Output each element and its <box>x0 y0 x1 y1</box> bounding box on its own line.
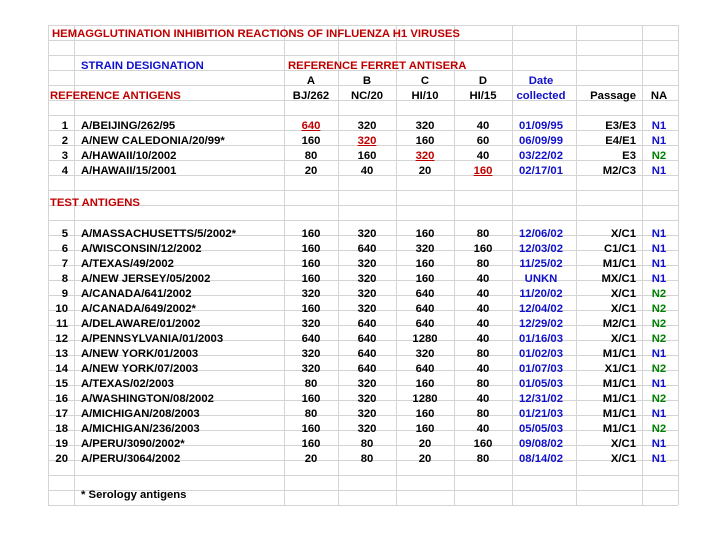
na-heading: NA <box>650 90 668 102</box>
titer-d: 160 <box>473 165 493 177</box>
na-type: N1 <box>651 408 667 420</box>
passage: C1/C1 <box>603 243 636 255</box>
titer-c: 160 <box>415 378 435 390</box>
test-antigens-heading: TEST ANTIGENS <box>50 197 140 209</box>
titer-b: 320 <box>357 408 377 420</box>
titer-d: 60 <box>476 135 490 147</box>
titer-a: 320 <box>301 348 321 360</box>
titer-a: 640 <box>301 333 321 345</box>
titer-b: 80 <box>360 453 374 465</box>
titer-c: 320 <box>415 243 435 255</box>
date-collected: 01/09/95 <box>519 120 563 132</box>
date-collected: 12/31/02 <box>519 393 563 405</box>
titer-d: 160 <box>473 243 493 255</box>
passage: X/C1 <box>610 453 636 465</box>
grid-row-line <box>48 25 678 26</box>
col-letter-b: B <box>362 75 372 87</box>
row-number: 6 <box>61 243 68 255</box>
titer-b: 320 <box>357 378 377 390</box>
na-type: N1 <box>651 243 667 255</box>
reference-antigens-heading: REFERENCE ANTIGENS <box>50 90 181 102</box>
titer-a: 20 <box>304 453 318 465</box>
passage: E3/E3 <box>605 120 636 132</box>
strain-name: A/PENNSYLVANIA/01/2003 <box>81 333 224 345</box>
date-collected: UNKN <box>524 273 558 285</box>
titer-a: 320 <box>301 363 321 375</box>
date-heading-line1: Date <box>528 75 554 87</box>
na-type: N1 <box>651 378 667 390</box>
row-number: 3 <box>61 150 68 162</box>
strain-name: A/HAWAII/10/2002 <box>81 150 177 162</box>
titer-a: 80 <box>304 150 318 162</box>
titer-d: 40 <box>476 120 490 132</box>
titer-b: 640 <box>357 348 377 360</box>
titer-b: 320 <box>357 303 377 315</box>
col-letter-c: C <box>420 75 430 87</box>
titer-c: 160 <box>415 258 435 270</box>
date-collected: 02/17/01 <box>519 165 563 177</box>
passage: X/C1 <box>610 333 636 345</box>
titer-d: 160 <box>473 438 493 450</box>
titer-c: 160 <box>415 273 435 285</box>
titer-b: 320 <box>357 228 377 240</box>
reference-ferret-antisera-heading: REFERENCE FERRET ANTISERA <box>288 60 467 72</box>
date-collected: 05/05/03 <box>519 423 563 435</box>
strain-name: A/HAWAII/15/2001 <box>81 165 177 177</box>
date-collected: 01/21/03 <box>519 408 563 420</box>
spreadsheet <box>48 25 678 505</box>
row-number: 2 <box>61 135 68 147</box>
na-type: N1 <box>651 120 667 132</box>
titer-b: 640 <box>357 318 377 330</box>
strain-name: A/PERU/3090/2002* <box>81 438 185 450</box>
titer-a: 160 <box>301 303 321 315</box>
titer-c: 160 <box>415 423 435 435</box>
strain-designation-heading: STRAIN DESIGNATION <box>81 60 204 72</box>
titer-b: 640 <box>357 333 377 345</box>
strain-name: A/DELAWARE/01/2002 <box>81 318 201 330</box>
titer-c: 320 <box>415 348 435 360</box>
titer-b: 320 <box>357 258 377 270</box>
date-collected: 12/04/02 <box>519 303 563 315</box>
na-type: N1 <box>651 228 667 240</box>
date-collected: 03/22/02 <box>519 150 563 162</box>
passage: M1/C1 <box>602 408 636 420</box>
row-number: 15 <box>55 378 68 390</box>
titer-c: 640 <box>415 363 435 375</box>
titer-c: 640 <box>415 303 435 315</box>
row-number: 18 <box>55 423 68 435</box>
titer-a: 160 <box>301 423 321 435</box>
strain-name: A/TEXAS/49/2002 <box>81 258 174 270</box>
titer-c: 20 <box>418 438 432 450</box>
grid-row-line <box>48 205 678 206</box>
row-number: 20 <box>55 453 68 465</box>
date-collected: 01/02/03 <box>519 348 563 360</box>
titer-d: 40 <box>476 303 490 315</box>
row-number: 7 <box>61 258 68 270</box>
titer-a: 160 <box>301 438 321 450</box>
date-collected: 06/09/99 <box>519 135 563 147</box>
titer-c: 160 <box>415 135 435 147</box>
titer-a: 320 <box>301 318 321 330</box>
titer-c: 160 <box>415 408 435 420</box>
row-number: 5 <box>61 228 68 240</box>
titer-b: 40 <box>360 165 374 177</box>
titer-a: 80 <box>304 408 318 420</box>
titer-d: 80 <box>476 258 490 270</box>
date-collected: 11/20/02 <box>519 288 563 300</box>
strain-name: A/NEW JERSEY/05/2002 <box>81 273 211 285</box>
passage-heading: Passage <box>590 90 636 102</box>
row-number: 1 <box>61 120 68 132</box>
strain-name: A/BEIJING/262/95 <box>81 120 176 132</box>
row-number: 13 <box>55 348 68 360</box>
row-number: 4 <box>61 165 68 177</box>
titer-b: 160 <box>357 150 377 162</box>
date-collected: 09/08/02 <box>519 438 563 450</box>
titer-a: 160 <box>301 243 321 255</box>
grid-row-line <box>48 55 678 56</box>
titer-c: 640 <box>415 288 435 300</box>
titer-d: 80 <box>476 378 490 390</box>
passage: X/C1 <box>610 303 636 315</box>
na-type: N2 <box>651 333 667 345</box>
passage: E3 <box>622 150 636 162</box>
na-type: N2 <box>651 303 667 315</box>
titer-d: 80 <box>476 348 490 360</box>
col-letter-d: D <box>478 75 488 87</box>
titer-c: 1280 <box>412 393 438 405</box>
date-collected: 12/06/02 <box>519 228 563 240</box>
grid-column-line <box>678 25 679 505</box>
passage: X/C1 <box>610 288 636 300</box>
titer-a: 160 <box>301 393 321 405</box>
date-collected: 12/03/02 <box>519 243 563 255</box>
grid-row-line <box>48 505 678 506</box>
titer-d: 80 <box>476 453 490 465</box>
titer-a: 160 <box>301 228 321 240</box>
strain-name: A/MICHIGAN/236/2003 <box>81 423 200 435</box>
titer-a: 320 <box>301 288 321 300</box>
na-type: N1 <box>651 273 667 285</box>
titer-a: 80 <box>304 378 318 390</box>
na-type: N2 <box>651 318 667 330</box>
titer-b: 320 <box>357 393 377 405</box>
titer-b: 320 <box>357 135 377 147</box>
na-type: N2 <box>651 288 667 300</box>
date-collected: 08/14/02 <box>519 453 563 465</box>
na-type: N1 <box>651 348 667 360</box>
titer-a: 160 <box>301 135 321 147</box>
col-strain-a: BJ/262 <box>292 90 330 102</box>
titer-d: 40 <box>476 288 490 300</box>
page-title: HEMAGGLUTINATION INHIBITION REACTIONS OF INFLUENZA H1 VIRUSES <box>52 28 460 40</box>
row-number: 10 <box>55 303 68 315</box>
na-type: N1 <box>651 135 667 147</box>
strain-name: A/WASHINGTON/08/2002 <box>81 393 214 405</box>
passage: M1/C1 <box>602 378 636 390</box>
titer-c: 20 <box>418 453 432 465</box>
strain-name: A/CANADA/649/2002* <box>81 303 196 315</box>
grid-row-line <box>48 115 678 116</box>
strain-name: A/NEW YORK/07/2003 <box>81 363 199 375</box>
strain-name: A/MASSACHUSETTS/5/2002* <box>81 228 237 240</box>
strain-name: A/WISCONSIN/12/2002 <box>81 243 202 255</box>
na-type: N1 <box>651 453 667 465</box>
titer-c: 320 <box>415 150 435 162</box>
date-collected: 01/07/03 <box>519 363 563 375</box>
passage: M1/C1 <box>602 258 636 270</box>
na-type: N2 <box>651 393 667 405</box>
titer-d: 40 <box>476 423 490 435</box>
na-type: N2 <box>651 150 667 162</box>
titer-b: 320 <box>357 120 377 132</box>
date-collected: 11/25/02 <box>519 258 563 270</box>
passage: M1/C1 <box>602 348 636 360</box>
titer-d: 80 <box>476 228 490 240</box>
titer-c: 160 <box>415 228 435 240</box>
titer-d: 40 <box>476 150 490 162</box>
passage: M2/C1 <box>602 318 636 330</box>
date-heading-line2: collected <box>516 90 566 102</box>
date-collected: 12/29/02 <box>519 318 563 330</box>
date-collected: 01/05/03 <box>519 378 563 390</box>
passage: M2/C3 <box>602 165 636 177</box>
titer-b: 320 <box>357 273 377 285</box>
strain-name: A/TEXAS/02/2003 <box>81 378 174 390</box>
grid-row-line <box>48 220 678 221</box>
na-type: N1 <box>651 438 667 450</box>
passage: M1/C1 <box>602 423 636 435</box>
titer-b: 320 <box>357 288 377 300</box>
titer-c: 640 <box>415 318 435 330</box>
titer-d: 80 <box>476 408 490 420</box>
row-number: 8 <box>61 273 68 285</box>
passage: X/C1 <box>610 228 636 240</box>
strain-name: A/NEW YORK/01/2003 <box>81 348 199 360</box>
titer-c: 20 <box>418 165 432 177</box>
grid-row-line <box>48 190 678 191</box>
col-strain-b: NC/20 <box>350 90 384 102</box>
titer-d: 40 <box>476 333 490 345</box>
footnote: * Serology antigens <box>81 489 187 501</box>
titer-a: 20 <box>304 165 318 177</box>
passage: E4/E1 <box>605 135 636 147</box>
strain-name: A/CANADA/641/2002 <box>81 288 192 300</box>
col-strain-d: HI/15 <box>469 90 497 102</box>
passage: X1/C1 <box>604 363 636 375</box>
row-number: 9 <box>61 288 68 300</box>
titer-b: 80 <box>360 438 374 450</box>
passage: MX/C1 <box>601 273 636 285</box>
titer-b: 640 <box>357 363 377 375</box>
strain-name: A/NEW CALEDONIA/20/99* <box>81 135 225 147</box>
titer-a: 640 <box>301 120 321 132</box>
date-collected: 01/16/03 <box>519 333 563 345</box>
row-number: 17 <box>55 408 68 420</box>
strain-name: A/PERU/3064/2002 <box>81 453 181 465</box>
titer-b: 640 <box>357 243 377 255</box>
na-type: N2 <box>651 423 667 435</box>
strain-name: A/MICHIGAN/208/2003 <box>81 408 200 420</box>
row-number: 12 <box>55 333 68 345</box>
na-type: N2 <box>651 363 667 375</box>
row-number: 16 <box>55 393 68 405</box>
grid-row-line <box>48 475 678 476</box>
passage: M1/C1 <box>602 393 636 405</box>
titer-d: 40 <box>476 273 490 285</box>
row-number: 11 <box>56 318 68 330</box>
titer-a: 160 <box>301 258 321 270</box>
row-number: 19 <box>55 438 68 450</box>
titer-a: 160 <box>301 273 321 285</box>
passage: X/C1 <box>610 438 636 450</box>
col-letter-a: A <box>306 75 316 87</box>
titer-d: 40 <box>476 318 490 330</box>
titer-d: 40 <box>476 363 490 375</box>
titer-c: 320 <box>415 120 435 132</box>
na-type: N1 <box>651 165 667 177</box>
row-number: 14 <box>55 363 68 375</box>
titer-c: 1280 <box>412 333 438 345</box>
na-type: N1 <box>651 258 667 270</box>
col-strain-c: HI/10 <box>411 90 439 102</box>
titer-d: 40 <box>476 393 490 405</box>
titer-b: 320 <box>357 423 377 435</box>
